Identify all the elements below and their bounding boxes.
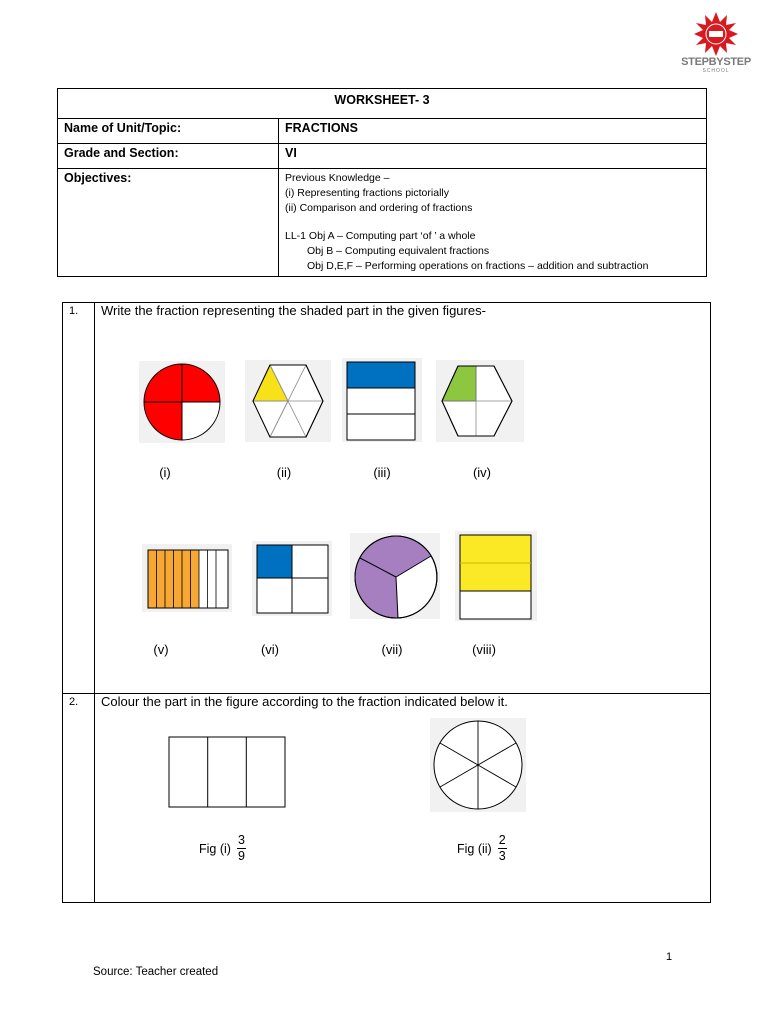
objective-line: Previous Knowledge –: [285, 172, 390, 184]
question-2-text: Colour the part in the figure according to the fraction indicated below it.: [101, 694, 508, 709]
fig-ii-circle-to-colour[interactable]: [430, 718, 526, 812]
fraction-2-3: [498, 834, 507, 863]
caption-v: (v): [153, 642, 169, 657]
figure-v-rectangle-strips: [142, 544, 232, 612]
objective-line: Obj D,E,F – Performing operations on fractions – addition and subtraction: [307, 259, 649, 272]
logo-text: STEPBYSTEP: [681, 56, 751, 68]
fig-ii-text: Fig (ii): [457, 841, 492, 856]
worksheet-info-table: [57, 88, 707, 277]
caption-i: (i): [159, 465, 171, 480]
caption-viii: (viii): [472, 642, 496, 657]
grade-section-value: VI: [279, 144, 707, 169]
fig-i-rectangle-to-colour[interactable]: [168, 736, 286, 808]
figure-vi-square-quarters: [252, 541, 332, 616]
numerator: 3: [237, 833, 245, 847]
grade-section-label: Grade and Section:: [58, 144, 279, 169]
logo-subtext: SCHOOL: [702, 68, 730, 74]
question-1-number: 1.: [69, 305, 79, 317]
denominator: 9: [237, 849, 245, 863]
figure-iii-rectangle-thirds: [342, 358, 422, 442]
caption-iii: (iii): [373, 465, 391, 480]
school-logo: [676, 10, 756, 74]
fig-i-label: [199, 834, 246, 863]
fig-i-text: Fig (i): [199, 841, 231, 856]
worksheet-title: WORKSHEET- 3: [58, 89, 707, 119]
question-number-divider: [94, 302, 95, 903]
figure-iv-hexagon-quarters: [436, 360, 524, 442]
caption-ii: (ii): [276, 465, 292, 480]
caption-iv: (iv): [472, 465, 492, 480]
caption-vi: (vi): [260, 642, 280, 657]
objective-line: Obj B – Computing equivalent fractions: [307, 245, 490, 258]
sun-emblem-icon: [676, 10, 756, 58]
caption-vii: (vii): [381, 642, 403, 657]
objectives-label: Objectives:: [58, 169, 279, 277]
figure-ii-hexagon-sixths: [245, 360, 331, 442]
objectives-list: [279, 169, 707, 277]
objective-line: (i) Representing fractions pictorially: [285, 186, 449, 199]
unit-topic-label: Name of Unit/Topic:: [58, 119, 279, 144]
denominator: 3: [498, 849, 506, 863]
fig-ii-label: [457, 834, 507, 863]
numerator: 2: [498, 833, 506, 847]
question-2-number: 2.: [69, 696, 79, 708]
question-1-text: Write the fraction representing the shaded part in the given figures-: [101, 303, 486, 318]
objective-line: (ii) Comparison and ordering of fractions: [285, 201, 473, 214]
fraction-3-9: [237, 834, 246, 863]
figure-viii-rectangle-thirds: [455, 531, 537, 621]
source-note: Source: Teacher created: [93, 966, 219, 978]
figure-vii-circle-thirds: [350, 533, 440, 619]
page-number: 1: [666, 951, 673, 963]
figure-i-circle-quarters: [139, 361, 225, 443]
unit-topic-value: FRACTIONS: [279, 119, 707, 144]
objective-line: LL-1 Obj A – Computing part ‘of ’ a whole: [285, 230, 476, 243]
